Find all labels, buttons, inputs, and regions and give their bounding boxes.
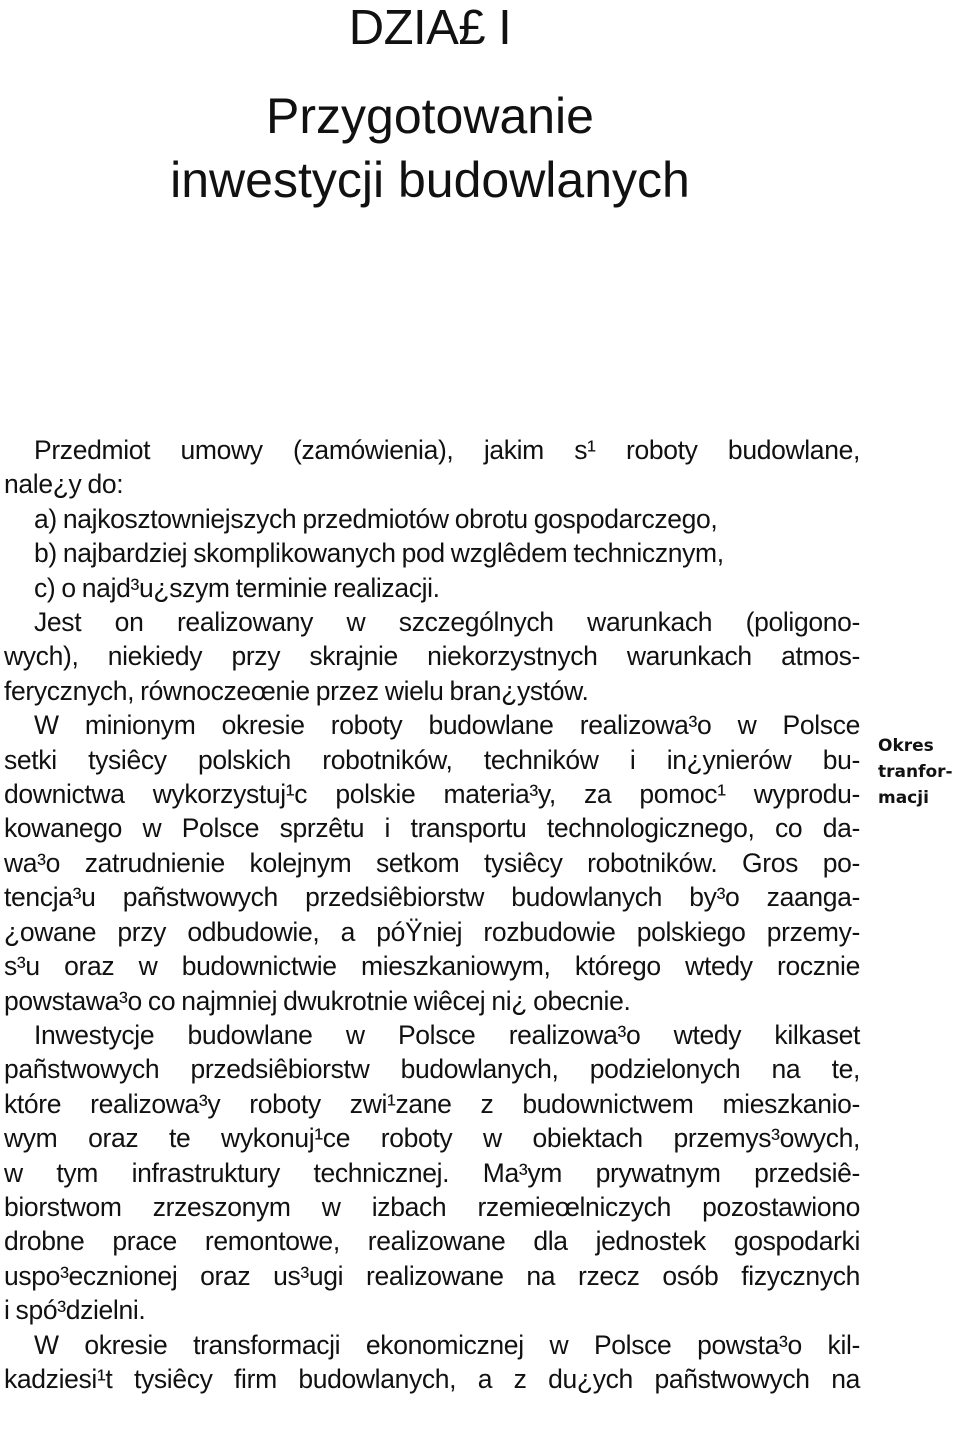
text-line: wym oraz te wykonuj¹ce roboty w obiektach przemys³owych, xyxy=(4,1123,860,1154)
text-line: ¿owane przy odbudowie, a póŸniej rozbudowie polskiego przemy- xyxy=(4,916,860,947)
text-line: i spó³dzielni. xyxy=(4,1295,146,1326)
section-label: DZIA£ I xyxy=(348,1,512,55)
text-line: downictwa wykorzystuj¹c polskie materia³y, za pomoc¹ wyprodu- xyxy=(4,779,860,810)
text-line: drobne prace remontowe, realizowane dla jednostek gospodarki xyxy=(4,1226,860,1257)
text-line: biorstwom zrzeszonym w izbach rzemieœlniczych pozostawiono xyxy=(4,1191,860,1222)
text-line: które realizowa³y roboty zwi¹zane z budownictwem mieszkanio- xyxy=(4,1088,860,1119)
text-line: Inwestycje budowlane w Polsce realizowa³o wtedy kilkaset xyxy=(34,1019,860,1050)
text-line: a) najkosztowniejszych przedmiotów obrotu gospodarczego, xyxy=(34,503,718,534)
text-line: wa³o zatrudnienie kolejnym setkom tysiêcy robotników. Gros po- xyxy=(4,847,860,878)
text-line: Przedmiot umowy (zamówienia), jakim s¹ roboty budowlane, xyxy=(34,435,860,465)
margin-note xyxy=(878,733,960,811)
text-line: nale¿y do: xyxy=(4,469,124,500)
text-line: Jest on realizowany w szczególnych warunkach (poligono- xyxy=(34,607,860,638)
text-line: pañstwowych przedsiêbiorstw budowlanych, podzielonych na te, xyxy=(4,1054,860,1085)
text-line: s³u oraz w budownictwie mieszkaniowym, którego wtedy rocznie xyxy=(4,951,860,982)
text-line: b) najbardziej skomplikowanych pod wzglêdem technicznym, xyxy=(34,538,724,569)
text-line: kadziesi¹t tysiêcy firm budowlanych, a z du¿ych pañstwowych na xyxy=(4,1363,860,1394)
text-line: W minionym okresie roboty budowlane realizowa³o w Polsce xyxy=(34,710,860,741)
text-line: powstawa³o co najmniej dwukrotnie wiêcej ni¿ obecnie. xyxy=(4,985,631,1016)
text-line: wych), niekiedy przy skrajnie niekorzystnych warunkach atmos- xyxy=(4,641,860,672)
text-line: c) o najd³u¿szym terminie realizacji. xyxy=(34,572,440,603)
text-line: w tym infrastruktury technicznej. Ma³ym prywatnym przedsiê- xyxy=(4,1157,860,1188)
chapter-title xyxy=(0,84,860,212)
text-line: tencja³u pañstwowych przedsiêbiorstw budowlanych by³o zaanga- xyxy=(4,882,860,913)
text-line: W okresie transformacji ekonomicznej w Polsce powsta³o kil- xyxy=(34,1329,860,1360)
chapter-title-line: Przygotowanie xyxy=(266,88,594,144)
text-line: setki tysiêcy polskich robotników, techników i in¿ynierów bu- xyxy=(4,744,860,775)
margin-note-line: tranfor- xyxy=(878,762,953,782)
body-text xyxy=(4,433,860,1396)
chapter-title-line: inwestycji budowlanych xyxy=(170,152,690,208)
margin-note-line: macji xyxy=(878,788,929,808)
margin-note-line: Okres xyxy=(878,736,934,756)
text-line: ferycznych, równoczeœnie przez wielu bran¿ystów. xyxy=(4,675,589,706)
text-line: kowanego w Polsce sprzêtu i transportu technologicznego, co da- xyxy=(4,813,860,844)
text-line: uspo³ecznionej oraz us³ugi realizowane na rzecz osób fizycznych xyxy=(4,1260,860,1291)
